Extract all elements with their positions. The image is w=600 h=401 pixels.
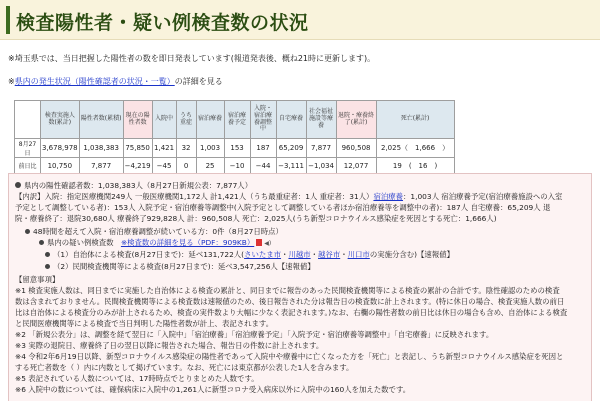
- bullet-icon: [45, 252, 50, 257]
- title-bar: [0, 0, 600, 40]
- cell-deaths: 2,025（ 1,666 ）: [376, 139, 454, 158]
- remark-line: 数は含まれておりません。民間検査機関等による検査数は速報値のため、後日報告された分は報告日の検査数に計上されます。(特に休日の場合、検査実施人数の前日: [15, 297, 565, 306]
- hotel-care-link[interactable]: 宿泊療養: [373, 192, 404, 201]
- cell-adjusting: 187: [250, 139, 276, 158]
- header-positive: 陽性者数(累積): [79, 101, 123, 139]
- local-tests-suffix: の実施分含む)【速報値】: [369, 250, 454, 259]
- suspected-tests-text: 県内の疑い例検査数: [47, 238, 114, 247]
- cell-severe: 32: [176, 139, 196, 158]
- remarks-title: 【留意事項】: [15, 275, 60, 284]
- remark-line: と民間医療機関等による検査で当日判明した陽性者数が計上、表記されます。: [15, 319, 274, 328]
- cell-hospitalized: −45: [152, 158, 176, 174]
- bullet-icon: [15, 182, 21, 188]
- positive-total-text: 県内の陽性確認者数：1,038,383人（8月27日新規公表：7,877人）: [24, 181, 253, 190]
- row-label: 前日比: [15, 158, 41, 174]
- header-social-adjusting: 社会福祉施設等療養: [306, 101, 336, 139]
- breakdown-line-2: 予定として調整している者)：153人 入院予定・宿泊療養等調整中(入院予定として調整している者ほか宿泊療養等を調整中の者)：187人 自宅療養：65,209人 退: [15, 203, 551, 212]
- remark-line: ※6 入院中の数については、確保病床に入院中の1,261人に新型コロナ受入病床以外に入院中の160人を加えた数です。: [15, 385, 411, 394]
- remark-line: する死亡者数を（ ）内に内数として掲げています。なお、死亡には東京都が公表した1人を含みます。: [15, 363, 354, 372]
- local-tests-text: （1）自治体による検査(8月27日まで)：延べ131,722人(: [53, 250, 245, 259]
- breakdown-text-1-tail: ：1,003人 宿泊療養予定(宿泊療養施設への入室: [403, 192, 563, 201]
- row-label: 8月27日: [15, 139, 41, 158]
- header-severe: うち重症: [176, 101, 196, 139]
- header-adjusting: 入院・宿泊療養調整中: [250, 101, 276, 139]
- speaker-icon[interactable]: ◀): [264, 240, 272, 247]
- header-home: 自宅療養: [276, 101, 306, 139]
- header-discharged: 退院・療養終了(累計): [336, 101, 376, 139]
- saitama-city-link[interactable]: さいたま市: [244, 250, 282, 259]
- cell-hotel-planned: −10: [224, 158, 250, 174]
- private-tests-text: （2）民間検査機関等による検査(8月27日まで)：延べ3,547,256人【速報値】: [53, 262, 315, 271]
- test-details-pdf-link[interactable]: ※検査数の詳細を見る（PDF：909KB）: [120, 238, 255, 247]
- title-accent-bar: [6, 6, 10, 34]
- header-current: 現在の陽性者数: [123, 101, 152, 139]
- remark-line: ※1 検査実施人数は、同日までに実施した自治体による検査の累計と、同日までに報告のあった民間検査機関等による検査の累計の合計です。陰性確認のための検査: [15, 286, 560, 295]
- cell-tests: 10,750: [41, 158, 80, 174]
- bullet-icon: [45, 264, 50, 269]
- remark-line: ※4 令和2年6月19日以降、新型コロナウイルス感染症の陽性者であって入院中や療養中に亡くなった方を「死亡」と表記し、うち新型コロナウイルス感染症を死因と: [15, 352, 564, 361]
- kawagoe-city-link[interactable]: 川越市: [288, 250, 311, 259]
- pdf-icon: [256, 239, 262, 246]
- cell-positive: 1,038,383: [79, 139, 123, 158]
- cell-deaths: 19 ( 16 ): [376, 158, 454, 174]
- koshigaya-city-link[interactable]: 越谷市: [318, 250, 341, 259]
- header-hotel: 宿泊療養: [196, 101, 224, 139]
- header-hotel-planned: 宿泊療養予定: [224, 101, 250, 139]
- positive-total-line: [15, 180, 252, 191]
- cell-home: −3,111: [276, 158, 306, 174]
- breakdown-line-3: 院・療養終了：退院30,680人 療養終了929,828人 計：960,508人 死亡：2,025人(うち新型コロナウイルス感染症を死因とする死亡：1,666人): [15, 214, 497, 223]
- adjusting-48h-line: [25, 226, 283, 237]
- cell-discharged: 12,077: [336, 158, 376, 174]
- breakdown-text-1: 【内訳】入院：指定医療機関249人 一般医療機関1,172人 計1,421人（うち最重症者：1人 重症者：31人）: [15, 192, 374, 201]
- bullet-icon: [39, 240, 44, 245]
- breakdown-line-1: [15, 191, 562, 202]
- cell-hospitalized: 1,421: [152, 139, 176, 158]
- local-tests-line: （1）自治体による検査(8月27日まで)：延べ131,722人(さいたま市・川越市・越谷市・川口市の実施分含む)【速報値】: [45, 249, 454, 260]
- details-box: [8, 173, 592, 401]
- header-deaths: 死亡(累計): [376, 101, 454, 139]
- header-hospitalized: 入院中: [152, 101, 176, 139]
- cell-positive: 7,877: [79, 158, 123, 174]
- cell-current: −4,219: [123, 158, 152, 174]
- private-tests-line: [45, 261, 315, 272]
- remark-line: 比は自治体による検査分のみが計上されるため、検査の実件数より大幅に少なく表記されます。)なお、右欄の陽性者数の前日比は休日の場合も含め、自治体による検査: [15, 308, 568, 317]
- cell-hotel: 1,003: [196, 139, 224, 158]
- remark-line: ※3 実際の退院日、療養終了日の翌日以降に報告された場合、報告日の件数に計上されます。: [15, 341, 324, 350]
- prefecture-status-link[interactable]: 県内の発生状況（陽性確認者の状況・一覧）: [14, 77, 175, 86]
- adjusting-48h-text: 48時間を超えて入院・宿泊療養調整が続いている方：0件（8月27日時点）: [33, 227, 283, 236]
- cell-adjusting: −44: [250, 158, 276, 174]
- cell-severe: 0: [176, 158, 196, 174]
- cell-home: 65,209: [276, 139, 306, 158]
- table-row: [15, 158, 455, 174]
- bullet-icon: [25, 229, 30, 234]
- cell-discharged: 960,508: [336, 139, 376, 158]
- kawaguchi-city-link[interactable]: 川口市: [347, 250, 370, 259]
- cell-social-adjusting: 7,877: [306, 139, 336, 158]
- cell-social-adjusting: −1,034: [306, 158, 336, 174]
- remark-line: ※2 「新規公表分」は、調整を経て翌日に「入院中」「宿泊療養」「宿泊療養予定」「入院予定・宿泊療養等調整中」「自宅療養」に反映されます。: [15, 330, 494, 339]
- table-corner: [15, 101, 41, 139]
- update-note: ※埼玉県では、当日把握した陽性者の数を即日発表しています(報道発表後、概ね21時に更新します)。: [8, 54, 376, 63]
- cell-current: 75,850: [123, 139, 152, 158]
- stats-table: [14, 100, 455, 174]
- link-prefix: ※: [8, 77, 15, 86]
- remark-line: ※5 表記されている人数については、17時時点でとりまとめた人数です。: [15, 374, 259, 383]
- table-row: [15, 139, 455, 158]
- cell-tests: 3,678,978: [41, 139, 80, 158]
- detail-link-line: [8, 76, 223, 87]
- cell-hotel: 25: [196, 158, 224, 174]
- page-title: 検査陽性者・疑い例検査数の状況: [16, 12, 309, 34]
- cell-hotel-planned: 153: [224, 139, 250, 158]
- header-tests: 検査実施人数(累計): [41, 101, 80, 139]
- suspected-tests-line: [39, 237, 271, 248]
- link-suffix: の詳細を見る: [174, 77, 223, 86]
